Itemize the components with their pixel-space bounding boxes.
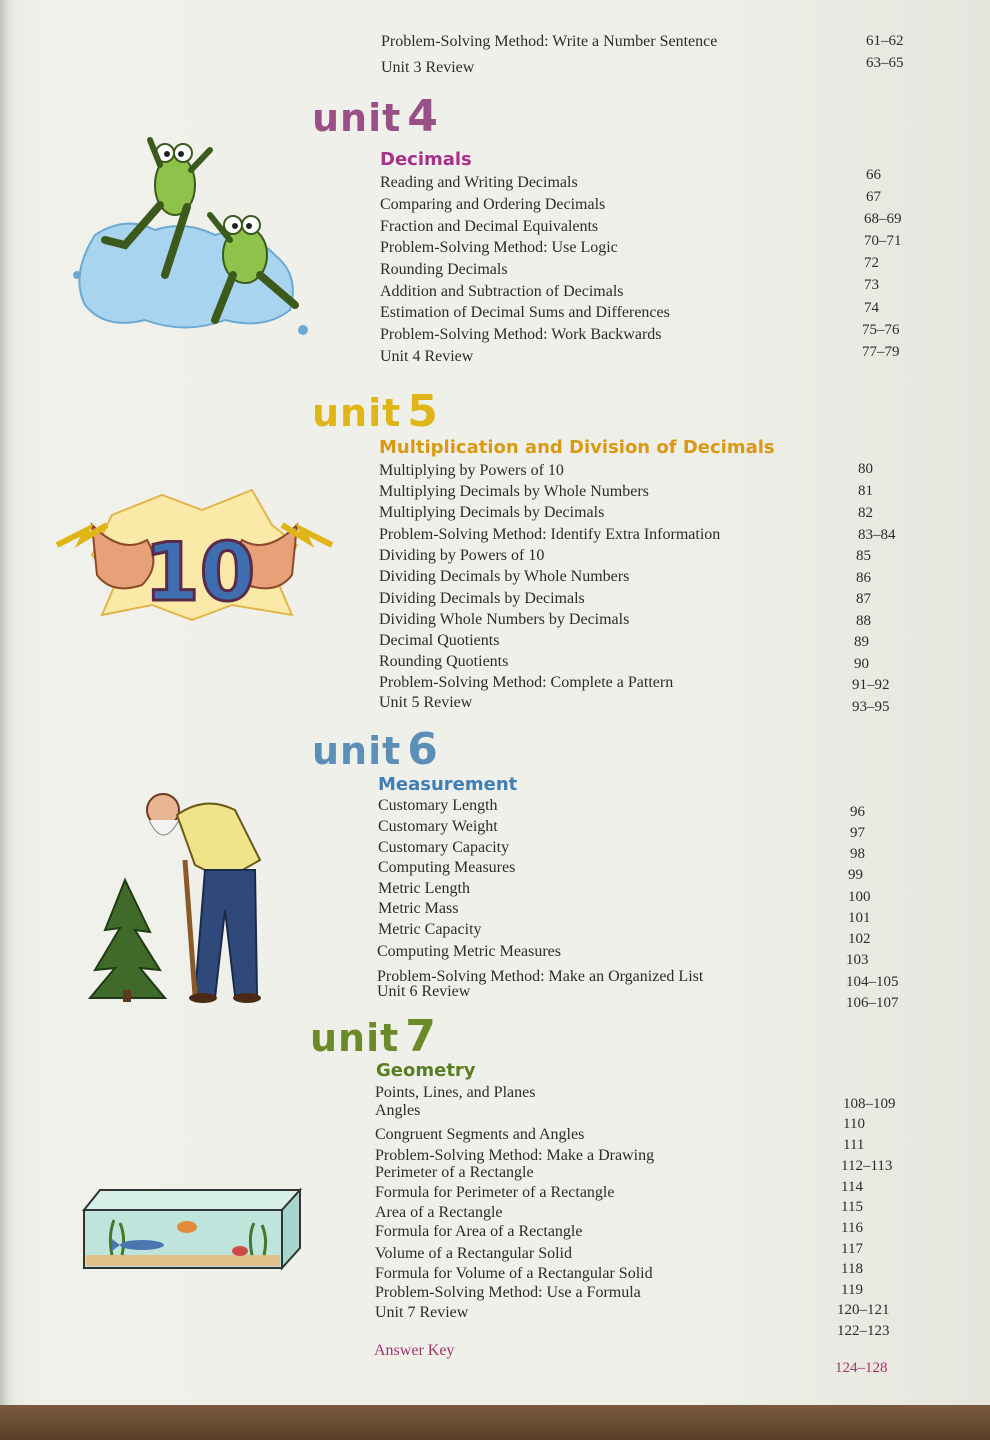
unit-number: 5 xyxy=(407,386,439,437)
toc-entry-pages: 63–65 xyxy=(866,55,904,71)
toc-entry-title: Formula for Area of a Rectangle xyxy=(375,1223,583,1240)
toc-entry-title: Angles xyxy=(375,1102,421,1119)
unit-number: 6 xyxy=(407,724,439,775)
toc-entry-title: Problem-Solving Method: Work Backwards xyxy=(380,326,662,343)
unit-heading xyxy=(312,724,439,775)
toc-entry-title: Fraction and Decimal Equivalents xyxy=(380,218,599,235)
toc-entry-title: Unit 3 Review xyxy=(381,59,475,76)
toc-entry-title: Addition and Subtraction of Decimals xyxy=(380,283,624,300)
toc-entry-pages: 104–105 xyxy=(846,974,899,990)
toc-entry-title: Unit 7 Review xyxy=(375,1304,469,1321)
toc-entry-title: Dividing by Powers of 10 xyxy=(379,547,545,564)
toc-entry-title: Customary Capacity xyxy=(378,839,510,856)
unit-label: unit xyxy=(312,96,402,140)
toc-entry-title: Congruent Segments and Angles xyxy=(375,1126,585,1143)
toc-entry-pages: 99 xyxy=(848,867,863,883)
toc-entry-title: Rounding Quotients xyxy=(379,653,509,670)
toc-entry-pages: 97 xyxy=(850,825,865,841)
unit-subtitle: Measurement xyxy=(378,774,518,795)
toc-entry-pages: 74 xyxy=(864,300,879,316)
toc-entry-title: Dividing Whole Numbers by Decimals xyxy=(379,611,630,628)
toc-entry-pages: 70–71 xyxy=(864,233,902,249)
svg-text:10: 10 xyxy=(144,526,256,619)
unit-label: unit xyxy=(312,391,402,435)
toc-entry-title: Volume of a Rectangular Solid xyxy=(375,1245,572,1262)
toc-entry-title: Area of a Rectangle xyxy=(375,1204,503,1221)
toc-entry-title: Problem-Solving Method: Complete a Pattern xyxy=(379,674,674,691)
toc-entry-title: Dividing Decimals by Whole Numbers xyxy=(379,568,630,585)
toc-entry-title: Unit 6 Review xyxy=(377,983,471,1000)
toc-entry-pages: 77–79 xyxy=(862,344,900,360)
toc-entry-pages: 86 xyxy=(856,570,871,586)
unit-heading xyxy=(312,91,439,142)
toc-entry-pages: 118 xyxy=(841,1261,863,1277)
toc-entry-pages: 75–76 xyxy=(862,322,900,338)
toc-entry-title: Metric Mass xyxy=(378,900,459,917)
toc-entry-pages: 101 xyxy=(848,910,871,926)
toc-entry-pages: 91–92 xyxy=(852,677,890,693)
toc-entry-title: Customary Length xyxy=(378,797,498,814)
toc-entry-pages: 80 xyxy=(858,461,873,477)
toc-entry-pages: 72 xyxy=(864,255,879,271)
toc-entry-title: Formula for Perimeter of a Rectangle xyxy=(375,1184,615,1201)
toc-entry-pages: 90 xyxy=(854,656,869,672)
unit-subtitle: Multiplication and Division of Decimals xyxy=(379,437,775,458)
toc-entry-title: Metric Capacity xyxy=(378,921,482,938)
toc-entry-pages: 83–84 xyxy=(858,527,896,543)
toc-entry-pages: 110 xyxy=(843,1116,865,1132)
toc-entry-title: Problem-Solving Method: Write a Number Sentence xyxy=(381,33,718,50)
toc-entry-title: Multiplying by Powers of 10 xyxy=(379,462,564,479)
toc-entry-pages: 88 xyxy=(856,613,871,629)
toc-entry-title: Multiplying Decimals by Whole Numbers xyxy=(379,483,649,500)
toc-entry-title: Computing Metric Measures xyxy=(377,943,561,960)
muscle-ten-illustration xyxy=(52,485,337,625)
toc-entry-pages: 98 xyxy=(850,846,865,862)
toc-entry-title: Problem-Solving Method: Use a Formula xyxy=(375,1284,641,1301)
unit-heading xyxy=(310,1011,437,1062)
toc-entry-title: Comparing and Ordering Decimals xyxy=(380,196,606,213)
aquarium-illustration xyxy=(82,1185,304,1273)
toc-entry-pages: 124–128 xyxy=(835,1360,888,1376)
unit-label: unit xyxy=(310,1016,400,1060)
wooden-surface xyxy=(0,1405,990,1440)
toc-entry-title: Formula for Volume of a Rectangular Solid xyxy=(375,1265,653,1282)
frogs-splash-illustration xyxy=(65,125,315,340)
toc-entry-title: Customary Weight xyxy=(378,818,498,835)
toc-entry-title: Perimeter of a Rectangle xyxy=(375,1164,534,1181)
unit-subtitle: Geometry xyxy=(376,1060,476,1081)
unit-label: unit xyxy=(312,729,402,773)
toc-entry-pages: 73 xyxy=(864,277,879,293)
toc-entry-pages: 68–69 xyxy=(864,211,902,227)
toc-entry-pages: 82 xyxy=(858,505,873,521)
toc-entry-title: Rounding Decimals xyxy=(380,261,508,278)
toc-entry-title: Answer Key xyxy=(374,1342,455,1359)
toc-entry-pages: 81 xyxy=(858,483,873,499)
toc-entry-pages: 85 xyxy=(856,548,871,564)
toc-entry-pages: 102 xyxy=(848,931,871,947)
toc-entry-pages: 61–62 xyxy=(866,33,904,49)
toc-entry-pages: 120–121 xyxy=(837,1302,890,1318)
toc-entry-pages: 100 xyxy=(848,889,871,905)
toc-entry-title: Reading and Writing Decimals xyxy=(380,174,578,191)
toc-entry-pages: 116 xyxy=(841,1220,863,1236)
toc-entry-title: Unit 5 Review xyxy=(379,694,473,711)
toc-entry-title: Problem-Solving Method: Make an Organized List xyxy=(377,968,704,985)
toc-entry-pages: 122–123 xyxy=(837,1323,890,1339)
toc-entry-title: Unit 4 Review xyxy=(380,348,474,365)
toc-entry-title: Points, Lines, and Planes xyxy=(375,1084,536,1101)
old-man-tree-illustration xyxy=(85,790,275,1008)
toc-entry-pages: 115 xyxy=(841,1199,863,1215)
toc-entry-pages: 103 xyxy=(846,952,869,968)
toc-entry-title: Estimation of Decimal Sums and Differences xyxy=(380,304,670,321)
toc-entry-pages: 66 xyxy=(866,167,881,183)
toc-entry-title: Metric Length xyxy=(378,880,470,897)
toc-entry-pages: 87 xyxy=(856,591,871,607)
toc-entry-pages: 108–109 xyxy=(843,1096,896,1112)
toc-entry-pages: 89 xyxy=(854,634,869,650)
toc-entry-pages: 117 xyxy=(841,1241,863,1257)
toc-entry-title: Decimal Quotients xyxy=(379,632,500,649)
unit-number: 7 xyxy=(405,1011,437,1062)
toc-entry-pages: 106–107 xyxy=(846,995,899,1011)
toc-entry-title: Problem-Solving Method: Make a Drawing xyxy=(375,1147,655,1164)
toc-entry-title: Computing Measures xyxy=(378,859,516,876)
toc-entry-pages: 112–113 xyxy=(841,1158,893,1174)
toc-entry-pages: 93–95 xyxy=(852,699,890,715)
toc-entry-title: Multiplying Decimals by Decimals xyxy=(379,504,605,521)
unit-heading xyxy=(312,386,439,437)
unit-subtitle: Decimals xyxy=(380,149,472,170)
toc-entry-pages: 114 xyxy=(841,1179,863,1195)
page-gutter xyxy=(0,0,10,1405)
toc-entry-pages: 119 xyxy=(841,1282,863,1298)
toc-entry-pages: 96 xyxy=(850,804,865,820)
toc-entry-pages: 67 xyxy=(866,189,881,205)
toc-entry-title: Dividing Decimals by Decimals xyxy=(379,590,585,607)
toc-entry-pages: 111 xyxy=(843,1137,865,1153)
toc-entry-title: Problem-Solving Method: Identify Extra Information xyxy=(379,526,721,543)
toc-entry-title: Problem-Solving Method: Use Logic xyxy=(380,239,618,256)
unit-number: 4 xyxy=(407,91,439,142)
